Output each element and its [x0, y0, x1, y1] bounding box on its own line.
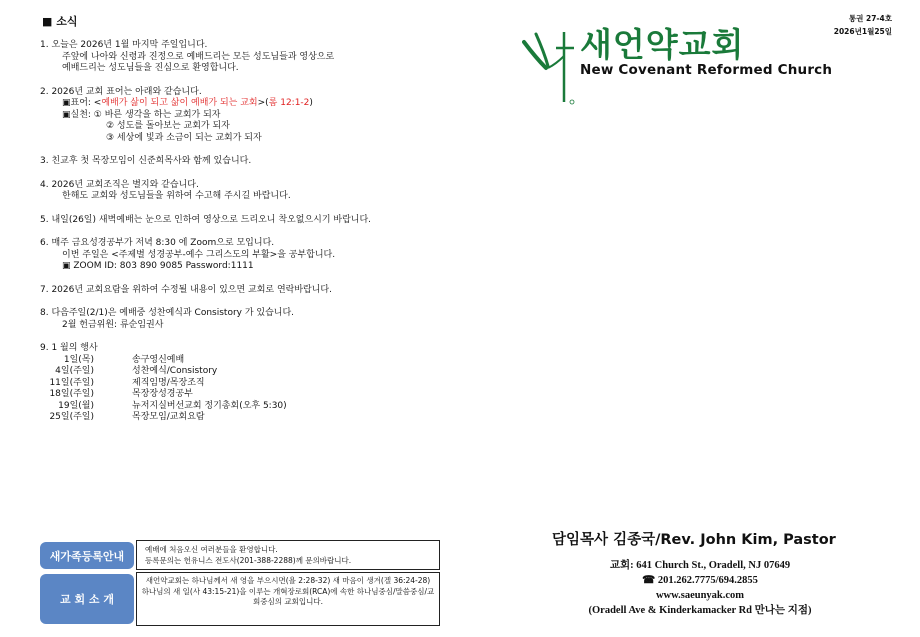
issue-date: 2026년1월25일	[833, 27, 892, 36]
motto-text: 예배가 삶이 되고 삶이 예배가 되는 교회	[101, 98, 258, 108]
registration-badge: 새가족등록안내	[40, 542, 134, 569]
schedule-title: 9. 1 월의 행사	[40, 343, 98, 353]
news-item-5	[40, 215, 440, 227]
motto-ref: 롬 12:1-2	[268, 98, 310, 108]
news-line: 이번 주일은 <주제별 성경공부-예수 그리스도의 부활>을 공부합니다.	[62, 249, 336, 260]
news-line: 주앞에 나아와 신령과 진정으로 예배드리는 모든 성도님들과 영상으로	[62, 51, 335, 62]
news-item-6	[40, 238, 440, 273]
issue-info	[834, 12, 892, 38]
intro-badge: 교 회 소 개	[40, 574, 134, 624]
practice-line: ③ 세상에 빛과 소금이 되는 교회가 되자	[106, 132, 262, 143]
news-item-3	[40, 156, 440, 168]
news-item-2	[40, 87, 440, 145]
motto-line: ▣표어: <예배가 삶이 되고 삶이 예배가 되는 교회>(롬 12:1-2)	[62, 98, 313, 108]
church-name-korean: 새언약교회	[580, 25, 745, 64]
news-line: 8. 다음주일(2/1)은 예배중 성찬예식과 Consistory 가 있습니다.	[40, 308, 295, 318]
church-name-english: New Covenant Reformed Church	[580, 62, 833, 78]
schedule-row: 4일(주일) 성찬예식/Consistory	[55, 366, 218, 376]
news-line: 2월 헌금위원: 류순임권사	[62, 319, 164, 330]
directions-line: (Oradell Ave & Kinderkamacker Rd 만나는 지점)	[588, 605, 812, 616]
registration-line: 등록문의는 헌유니스 전도사(201-388-2288)께 문의바랍니다.	[145, 556, 352, 565]
church-logo-icon	[522, 28, 580, 108]
schedule	[40, 343, 440, 424]
pastor-name: 담임목사 김종국/Rev. John Kim, Pastor	[552, 532, 836, 548]
news-line: 한해도 교회와 성도님들을 위하여 수고해 주시길 바랍니다.	[62, 191, 291, 201]
schedule-row: 25일(주일) 목장모임/교회요람	[49, 412, 205, 422]
news-line: 4. 2026년 교회조직은 별지와 같습니다.	[40, 179, 199, 190]
registration-line: 예배에 처음오신 여러분들을 환영합니다.	[145, 545, 278, 554]
church-address	[520, 558, 880, 618]
website-link[interactable]: www.saeunyak.com	[655, 590, 745, 601]
intro-text: 새언약교회는 하나님께서 새 영을 부으시면(욜 2:28-32) 새 마음이 생겨(겔 36:24-28) 하나님의 새 일(사 43:15-21)을 이루는 개혁장로회(RCA)에 속한 하나님중심/말씀중심/교회중심의 교회입니다.	[141, 576, 435, 606]
phone-line: ☎ 201.262.7775/694.2855	[642, 575, 758, 586]
practice-line: ② 성도를 돌아보는 교회가 되자	[106, 121, 230, 131]
news-item-4	[40, 180, 440, 203]
address-line: 교회: 641 Church St., Oradell, NJ 07649	[609, 560, 791, 571]
registration-box	[136, 540, 440, 570]
news-line: 2. 2026년 교회 표어는 아래와 같습니다.	[40, 86, 202, 97]
news-line: 3. 친교후 첫 목장모임이 신준희목사와 함께 있습니다.	[40, 156, 252, 166]
practice-line: ▣실천: ① 바른 생각을 하는 교회가 되자	[62, 109, 221, 120]
news-line: 7. 2026년 교회요람을 위하여 수정될 내용이 있으면 교회로 연락바랍니다.	[40, 284, 332, 295]
news-line: 6. 매주 금요성경공부가 저녁 8:30 에 Zoom으로 모입니다.	[40, 238, 275, 248]
intro-box	[136, 572, 440, 626]
schedule-row: 19일(월) 뉴저지실버선교회 정기총회(오후 5:30)	[58, 400, 287, 411]
news-item-7	[40, 285, 440, 297]
news-heading: ■ 소식	[42, 15, 78, 28]
schedule-row: 1일(목) 송구영신예배	[63, 354, 185, 365]
news-item-8	[40, 308, 440, 331]
schedule-row: 18일(주일) 목장장성경공부	[49, 389, 193, 399]
issue-volume: 통권 27-4호	[848, 14, 892, 23]
news-item-1	[40, 40, 440, 75]
zoom-line: ▣ ZOOM ID: 803 890 9085 Password:1111	[62, 261, 254, 271]
news-line: 1. 오늘은 2026년 1월 마지막 주일입니다.	[40, 40, 208, 50]
schedule-row: 11일(주일) 제직임명/목장조직	[49, 377, 205, 388]
news-line: 예배드리는 성도님들을 진심으로 환영합니다.	[62, 63, 239, 73]
news-list	[40, 40, 440, 424]
news-line: 5. 내일(26일) 새벽예배는 눈으로 인하여 영상으로 드리오니 착오없으시기 바랍니다.	[40, 214, 372, 225]
